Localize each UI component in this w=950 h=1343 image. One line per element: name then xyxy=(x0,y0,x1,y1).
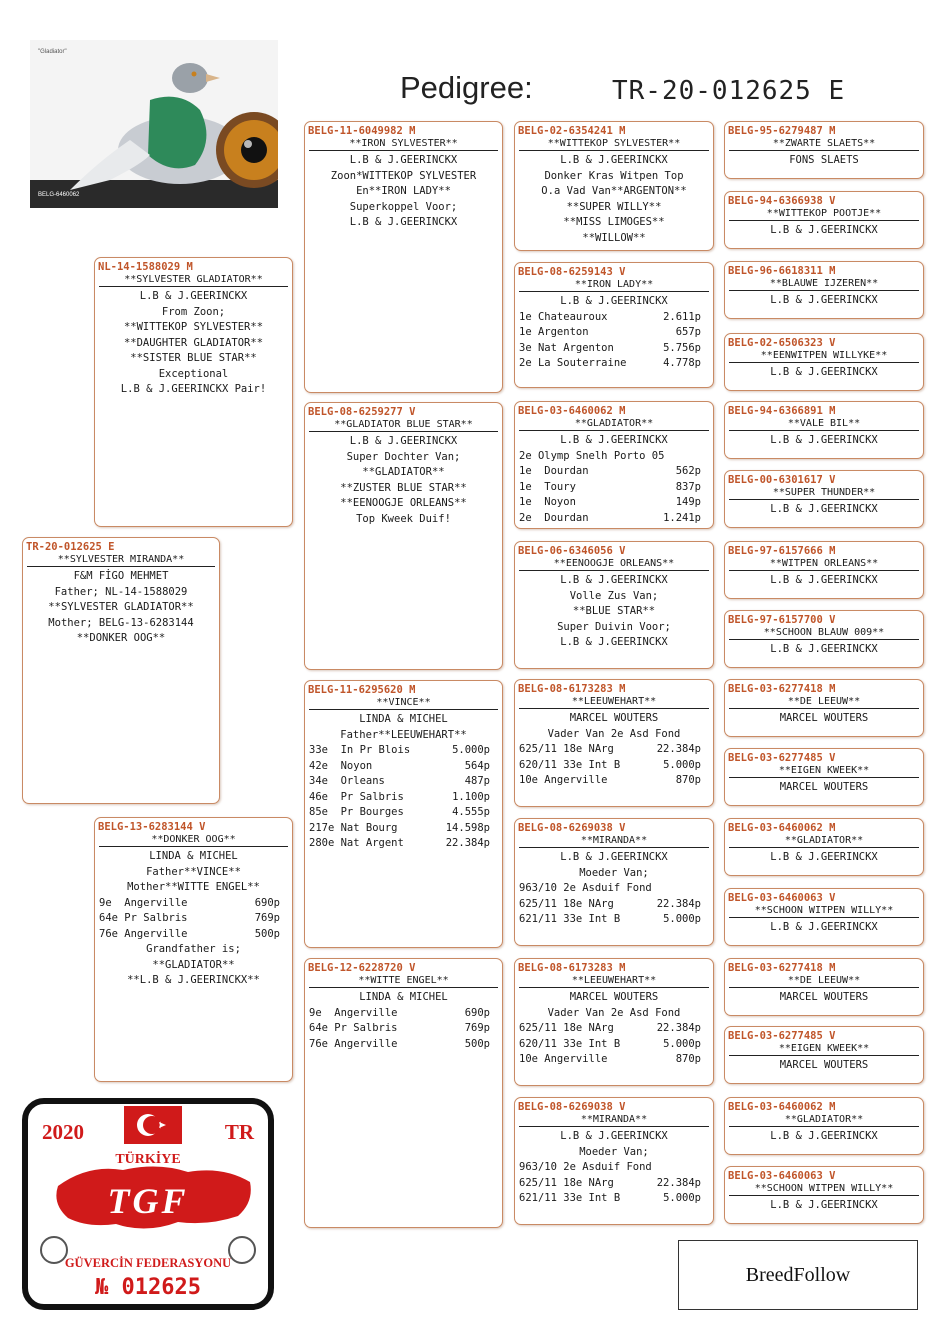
info-line: Moeder Van; xyxy=(579,866,649,879)
pigeon-name: **EIGEN KWEEK** xyxy=(729,1043,919,1056)
race-result xyxy=(305,836,502,852)
race-name: 2e Dourdan xyxy=(519,511,589,524)
race-participants: 149p xyxy=(675,496,701,508)
race-name: 963/10 2e Asduif Fond xyxy=(519,1161,652,1173)
ring-number: BELG-03-6277485 V xyxy=(728,752,836,764)
info-line: **EENOOGJE ORLEANS** xyxy=(340,497,467,509)
race-name: 1e Dourdan xyxy=(519,465,589,477)
info-line: **WITTEKOP SYLVESTER** xyxy=(123,321,264,333)
info-line: MARCEL WOUTERS xyxy=(779,1059,869,1071)
info-line: **L.B & J.GEERINCKX** xyxy=(127,974,260,986)
pigeon-name: **SCHOON WITPEN WILLY** xyxy=(729,1183,919,1196)
ring-number: BELG-08-6259277 V xyxy=(308,406,416,418)
race-result xyxy=(305,805,502,821)
pedigree-card xyxy=(724,679,924,737)
pigeon-name: **WITTEKOP POOTJE** xyxy=(729,208,919,221)
info-line: LINDA & MICHEL xyxy=(359,991,448,1003)
ring-number: BELG-94-6366938 V xyxy=(728,195,836,207)
ring-number: BELG-95-6279487 M xyxy=(728,125,836,137)
ring-number: BELG-97-6157700 V xyxy=(728,614,836,626)
info-line: **BLUE STAR** xyxy=(572,605,656,617)
breedfollow-logo: BreedFollow xyxy=(678,1240,918,1310)
ring-number: BELG-03-6277418 M xyxy=(728,962,836,974)
race-participants: 562p xyxy=(675,465,701,477)
pedigree-card xyxy=(724,1166,924,1224)
info-line: Exceptional xyxy=(158,367,229,380)
pigeon-name: **WITTEKOP SYLVESTER** xyxy=(519,138,709,151)
info-line: L.B & J.GEERINCKX xyxy=(770,434,878,446)
info-line: MARCEL WOUTERS xyxy=(779,781,869,793)
pigeon-name: **MIRANDA** xyxy=(519,1114,709,1127)
race-participants: 22.384p xyxy=(656,1176,701,1189)
race-participants: 870p xyxy=(675,1053,701,1065)
race-participants: 690p xyxy=(254,896,280,909)
info-line: En**IRON LADY** xyxy=(356,185,451,197)
pigeon-name: **ZWARTE SLAETS** xyxy=(729,138,919,151)
race-name: 2e La Souterraine xyxy=(519,357,627,369)
info-line: **GLADIATOR** xyxy=(152,958,235,971)
pedigree-card xyxy=(94,257,293,527)
ring-number: BELG-02-6354241 M xyxy=(518,125,626,137)
pigeon-name: **GLADIATOR** xyxy=(729,835,919,848)
pedigree-card xyxy=(514,541,714,669)
pigeon-name: **SCHOON WITPEN WILLY** xyxy=(729,905,919,918)
pedigree-card xyxy=(304,680,503,948)
pigeon-name: **EENWITPEN WILLYKE** xyxy=(729,350,919,363)
info-line: Volle Zus Van; xyxy=(569,589,659,602)
pedigree-card xyxy=(724,191,924,249)
info-line: Vader Van 2e Asd Fond xyxy=(547,727,681,740)
pigeon-name: **LEEUWEHART** xyxy=(519,975,709,988)
ring-number: TR-20-012625 E xyxy=(26,541,115,553)
race-result xyxy=(515,1160,713,1176)
race-name: 34e Orleans xyxy=(309,775,385,787)
info-line: L.B & J.GEERINCKX xyxy=(770,224,878,236)
info-line: Vader Van 2e Asd Fond xyxy=(547,1006,681,1019)
ring-number: BELG-94-6366891 M xyxy=(728,405,836,417)
race-name: 1e Toury xyxy=(519,480,576,493)
race-name: 625/11 18e NArg xyxy=(519,897,614,910)
race-name: 64e Pr Salbris xyxy=(309,1022,398,1034)
pedigree-card xyxy=(304,402,503,670)
pedigree-card xyxy=(724,261,924,319)
federation-year: 2020 xyxy=(42,1120,84,1144)
race-result xyxy=(515,897,713,913)
pedigree-card xyxy=(514,818,714,946)
race-result xyxy=(515,495,713,511)
pedigree-card xyxy=(724,748,924,806)
info-line: MARCEL WOUTERS xyxy=(779,991,869,1003)
race-result xyxy=(95,927,292,943)
ring-number: BELG-97-6157666 M xyxy=(728,545,836,557)
pedigree-card xyxy=(724,1026,924,1084)
race-name: 76e Angerville xyxy=(99,927,188,940)
pigeon-name: **DE LEEUW** xyxy=(729,975,919,988)
race-result xyxy=(515,449,713,465)
ring-number: BELG-03-6460063 V xyxy=(728,1170,836,1182)
race-result xyxy=(515,325,713,341)
info-line: L.B & J.GEERINCKX xyxy=(770,851,878,863)
pedigree-card xyxy=(22,537,220,804)
ring-number: BELG-96-6618311 M xyxy=(728,265,836,277)
info-line: FONS SLAETS xyxy=(789,154,859,166)
race-name: 64e Pr Salbris xyxy=(99,912,188,924)
ring-number: BELG-11-6295620 M xyxy=(308,684,416,696)
info-line: **SUPER WILLY** xyxy=(566,200,662,213)
info-line: **WILLOW** xyxy=(582,231,646,244)
race-result xyxy=(305,790,502,806)
pigeon-name: **GLADIATOR** xyxy=(729,1114,919,1127)
pigeon-name: **IRON SYLVESTER** xyxy=(309,138,498,151)
info-line: **DAUGHTER GLADIATOR** xyxy=(123,336,264,349)
federation-country-code: TR xyxy=(224,1120,254,1144)
pedigree-label: Pedigree: xyxy=(400,70,533,105)
pedigree-card xyxy=(724,888,924,946)
info-line: L.B & J.GEERINCKX xyxy=(770,503,878,515)
race-name: 9e Angerville xyxy=(309,1006,398,1019)
info-line: L.B & J.GEERINCKX xyxy=(770,574,878,586)
photo-ring-number: BELG-6460062 xyxy=(38,192,80,198)
race-name: 42e Noyon xyxy=(309,759,373,772)
pigeon-name: **SYLVESTER GLADIATOR** xyxy=(99,274,288,287)
info-line: L.B & J.GEERINCKX xyxy=(770,294,878,306)
pedigree-card xyxy=(724,541,924,599)
federation-name: GÜVERCİN FEDERASYONU xyxy=(64,1256,232,1270)
race-result xyxy=(515,1021,713,1037)
pigeon-name: **DE LEEUW** xyxy=(729,696,919,709)
pedigree-card xyxy=(304,121,503,393)
pedigree-card xyxy=(514,1097,714,1225)
info-line: Donker Kras Witpen Top xyxy=(544,169,684,182)
race-participants: 1.241p xyxy=(663,511,701,524)
info-line: L.B & J.GEERINCKX xyxy=(770,921,878,933)
race-name: 621/11 33e Int B xyxy=(519,1192,621,1204)
pigeon-name: **MIRANDA** xyxy=(519,835,709,848)
race-result xyxy=(515,742,713,758)
info-line: L.B & J.GEERINCKX Pair! xyxy=(120,383,267,395)
info-line: L.B & J.GEERINCKX xyxy=(770,1130,878,1142)
pedigree-card xyxy=(724,401,924,459)
race-name: 620/11 33e Int B xyxy=(519,1037,621,1050)
race-participants: 564p xyxy=(464,759,490,772)
race-name: 2e Olymp Snelh Porto 05 xyxy=(519,449,665,462)
race-name: 621/11 33e Int B xyxy=(519,913,621,925)
race-result xyxy=(515,1191,713,1207)
info-line: **MISS LIMOGES** xyxy=(563,216,665,228)
race-participants: 5.000p xyxy=(663,913,701,925)
race-participants: 690p xyxy=(464,1006,490,1019)
pedigree-card xyxy=(724,1097,924,1155)
pigeon-name: **SYLVESTER MIRANDA** xyxy=(27,554,215,567)
info-line: Superkoppel Voor; xyxy=(349,200,458,213)
info-line: MARCEL WOUTERS xyxy=(569,712,659,724)
race-name: 963/10 2e Asduif Fond xyxy=(519,882,652,894)
ring-number: BELG-11-6049982 M xyxy=(308,125,416,137)
ring-number: BELG-08-6259143 V xyxy=(518,266,626,278)
race-participants: 657p xyxy=(675,326,701,338)
race-participants: 4.778p xyxy=(663,357,701,369)
race-participants: 4.555p xyxy=(452,806,490,818)
race-result xyxy=(515,464,713,480)
race-result xyxy=(515,1037,713,1053)
pigeon-photo xyxy=(30,40,278,208)
ring-number: NL-14-1588029 M xyxy=(98,261,193,273)
info-line: **SYLVESTER GLADIATOR** xyxy=(48,601,194,613)
info-line: Super Dochter Van; xyxy=(346,450,461,463)
pedigree-card xyxy=(514,262,714,388)
info-line: Zoon*WITTEKOP SYLVESTER xyxy=(330,169,477,182)
race-name: 85e Pr Bourges xyxy=(309,806,404,818)
pigeon-name: **VALE BIL** xyxy=(729,418,919,431)
race-participants: 5.000p xyxy=(663,1192,701,1204)
pigeon-name: **SCHOON BLAUW 009** xyxy=(729,627,919,640)
pedigree-card xyxy=(724,470,924,528)
race-result xyxy=(305,1037,502,1053)
ring-number: BELG-13-6283144 V xyxy=(98,821,206,833)
ring-number: BELG-08-6173283 M xyxy=(518,683,626,695)
info-line: L.B & J.GEERINCKX xyxy=(349,216,458,228)
info-line: L.B & J.GEERINCKX xyxy=(770,643,878,655)
ring-number: BELG-03-6277485 V xyxy=(728,1030,836,1042)
ring-number: BELG-03-6460063 V xyxy=(728,892,836,904)
info-line: MARCEL WOUTERS xyxy=(569,991,659,1003)
info-line: Moeder Van; xyxy=(579,1145,649,1158)
pedigree-card xyxy=(514,958,714,1086)
federation-number: № 012625 xyxy=(95,1275,201,1300)
info-line: L.B & J.GEERINCKX xyxy=(560,1130,668,1142)
race-participants: 500p xyxy=(464,1037,490,1050)
pigeon-name: **EENOOGJE ORLEANS** xyxy=(519,558,709,571)
race-participants: 487p xyxy=(464,775,490,787)
pedigree-card xyxy=(724,333,924,391)
info-line: **GLADIATOR** xyxy=(362,466,445,478)
info-line: Super Duivin Voor; xyxy=(557,620,671,633)
pedigree-card xyxy=(724,958,924,1016)
race-participants: 500p xyxy=(254,927,280,940)
race-participants: 870p xyxy=(675,774,701,786)
info-line: L.B & J.GEERINCKX xyxy=(560,434,668,446)
race-participants: 1.100p xyxy=(452,790,490,803)
photo-caption: "Gladiator" xyxy=(38,49,67,55)
race-name: 10e Angerville xyxy=(519,1053,608,1065)
race-result xyxy=(515,881,713,897)
ring-number: BELG-08-6269038 V xyxy=(518,1101,626,1113)
federation-stamp xyxy=(22,1098,274,1310)
ring-number: BELG-08-6173283 M xyxy=(518,962,626,974)
race-result xyxy=(95,911,292,927)
info-line: O.a Vad Van**ARGENTON** xyxy=(541,185,687,197)
race-participants: 2.611p xyxy=(663,310,701,323)
race-participants: 22.384p xyxy=(445,837,490,849)
pedigree-card xyxy=(514,679,714,807)
race-name: 10e Angerville xyxy=(519,774,608,786)
info-line: Father**LEEUWEHART** xyxy=(340,728,467,741)
info-line: **DONKER OOG** xyxy=(76,632,166,644)
race-result xyxy=(515,356,713,372)
info-line: **ZUSTER BLUE STAR** xyxy=(340,481,467,494)
race-result xyxy=(515,1052,713,1068)
info-line: L.B & J.GEERINCKX xyxy=(770,366,878,378)
race-result xyxy=(305,743,502,759)
pedigree-card xyxy=(724,610,924,668)
pedigree-card xyxy=(514,121,714,251)
race-result xyxy=(305,1021,502,1037)
race-result xyxy=(515,341,713,357)
federation-country: TÜRKİYE xyxy=(115,1152,181,1167)
pedigree-card xyxy=(724,121,924,179)
race-result xyxy=(515,773,713,789)
info-line: Mother; BELG-13-6283144 xyxy=(48,616,194,629)
pigeon-name: **DONKER OOG** xyxy=(99,834,288,847)
race-participants: 22.384p xyxy=(656,743,701,755)
race-result xyxy=(515,1176,713,1192)
pedigree-card xyxy=(304,958,503,1228)
race-name: 9e Angerville xyxy=(99,896,188,909)
federation-abbreviation: TGF xyxy=(107,1181,189,1221)
race-result xyxy=(515,480,713,496)
race-result xyxy=(305,774,502,790)
race-result xyxy=(305,759,502,775)
pigeon-illustration xyxy=(30,40,278,208)
race-participants: 769p xyxy=(254,912,280,924)
info-line: Mother**WITTE ENGEL** xyxy=(127,881,260,893)
ring-number: BELG-03-6460062 M xyxy=(728,1101,836,1113)
pigeon-name: **BLAUWE IJZEREN** xyxy=(729,278,919,291)
pedigree-ring-number: TR-20-012625 E xyxy=(612,76,846,106)
ring-number: BELG-03-6460062 M xyxy=(518,405,626,417)
race-result xyxy=(515,511,713,527)
race-participants: 5.000p xyxy=(663,1037,701,1050)
info-line: Father**VINCE** xyxy=(146,865,241,878)
race-name: 3e Nat Argenton xyxy=(519,341,614,354)
ring-number: BELG-03-6277418 M xyxy=(728,683,836,695)
race-name: 625/11 18e NArg xyxy=(519,1176,614,1189)
race-result xyxy=(515,310,713,326)
info-line: L.B & J.GEERINCKX xyxy=(770,1199,878,1211)
race-name: 620/11 33e Int B xyxy=(519,758,621,771)
info-line: L.B & J.GEERINCKX xyxy=(349,435,458,447)
pedigree-card xyxy=(94,817,293,1082)
race-result xyxy=(305,821,502,837)
ring-number: BELG-08-6269038 V xyxy=(518,822,626,834)
info-line: L.B & J.GEERINCKX xyxy=(560,574,668,586)
race-name: 1e Argenton xyxy=(519,326,589,338)
info-line: L.B & J.GEERINCKX xyxy=(349,154,458,166)
pigeon-name: **WITTE ENGEL** xyxy=(309,975,498,988)
race-name: 33e In Pr Blois xyxy=(309,744,411,756)
race-name: 1e Noyon xyxy=(519,496,576,508)
pigeon-name: **SUPER THUNDER** xyxy=(729,487,919,500)
race-name: 1e Chateauroux xyxy=(519,310,608,323)
info-line: L.B & J.GEERINCKX xyxy=(560,636,668,648)
pigeon-name: **EIGEN KWEEK** xyxy=(729,765,919,778)
pigeon-name: **IRON LADY** xyxy=(519,279,709,292)
race-participants: 837p xyxy=(675,480,701,493)
pigeon-name: **LEEUWEHART** xyxy=(519,696,709,709)
ring-number: BELG-12-6228720 V xyxy=(308,962,416,974)
race-participants: 5.000p xyxy=(663,758,701,771)
race-name: 46e Pr Salbris xyxy=(309,790,404,803)
race-name: 280e Nat Argent xyxy=(309,837,404,849)
race-participants: 14.598p xyxy=(445,821,490,834)
info-line: LINDA & MICHEL xyxy=(359,713,448,725)
race-result xyxy=(95,896,292,912)
pedigree-card xyxy=(724,818,924,876)
race-participants: 22.384p xyxy=(656,1022,701,1034)
race-participants: 5.000p xyxy=(452,744,490,756)
info-line: MARCEL WOUTERS xyxy=(779,712,869,724)
race-participants: 22.384p xyxy=(656,897,701,910)
race-name: 217e Nat Bourg xyxy=(309,821,398,834)
race-name: 625/11 18e NArg xyxy=(519,743,614,755)
info-line: Grandfather is; xyxy=(146,943,241,955)
pigeon-name: **GLADIATOR** xyxy=(519,418,709,431)
race-result xyxy=(305,1006,502,1022)
ring-number: BELG-02-6506323 V xyxy=(728,337,836,349)
pigeon-name: **WITPEN ORLEANS** xyxy=(729,558,919,571)
race-participants: 5.756p xyxy=(663,341,701,354)
info-line: Top Kweek Duif! xyxy=(356,512,451,525)
race-participants: 769p xyxy=(464,1022,490,1034)
pigeon-name: **VINCE** xyxy=(309,697,498,710)
ring-number: BELG-03-6460062 M xyxy=(728,822,836,834)
pedigree-card xyxy=(514,401,714,529)
race-name: 625/11 18e NArg xyxy=(519,1022,614,1034)
info-line: F&M FİGO MEHMET xyxy=(73,570,169,582)
ring-number: BELG-00-6301617 V xyxy=(728,474,836,486)
info-line: L.B & J.GEERINCKX xyxy=(139,290,248,302)
info-line: From Zoon; xyxy=(161,305,226,318)
info-line: Father; NL-14-1588029 xyxy=(54,585,188,598)
info-line: L.B & J.GEERINCKX xyxy=(560,295,668,307)
info-line: **SISTER BLUE STAR** xyxy=(130,352,257,364)
info-line: LINDA & MICHEL xyxy=(149,850,238,862)
pigeon-name: **GLADIATOR BLUE STAR** xyxy=(309,419,498,432)
ring-number: BELG-06-6346056 V xyxy=(518,545,626,557)
race-name: 76e Angerville xyxy=(309,1037,398,1050)
race-result xyxy=(515,758,713,774)
race-result xyxy=(515,912,713,928)
info-line: L.B & J.GEERINCKX xyxy=(560,154,668,166)
info-line: L.B & J.GEERINCKX xyxy=(560,851,668,863)
